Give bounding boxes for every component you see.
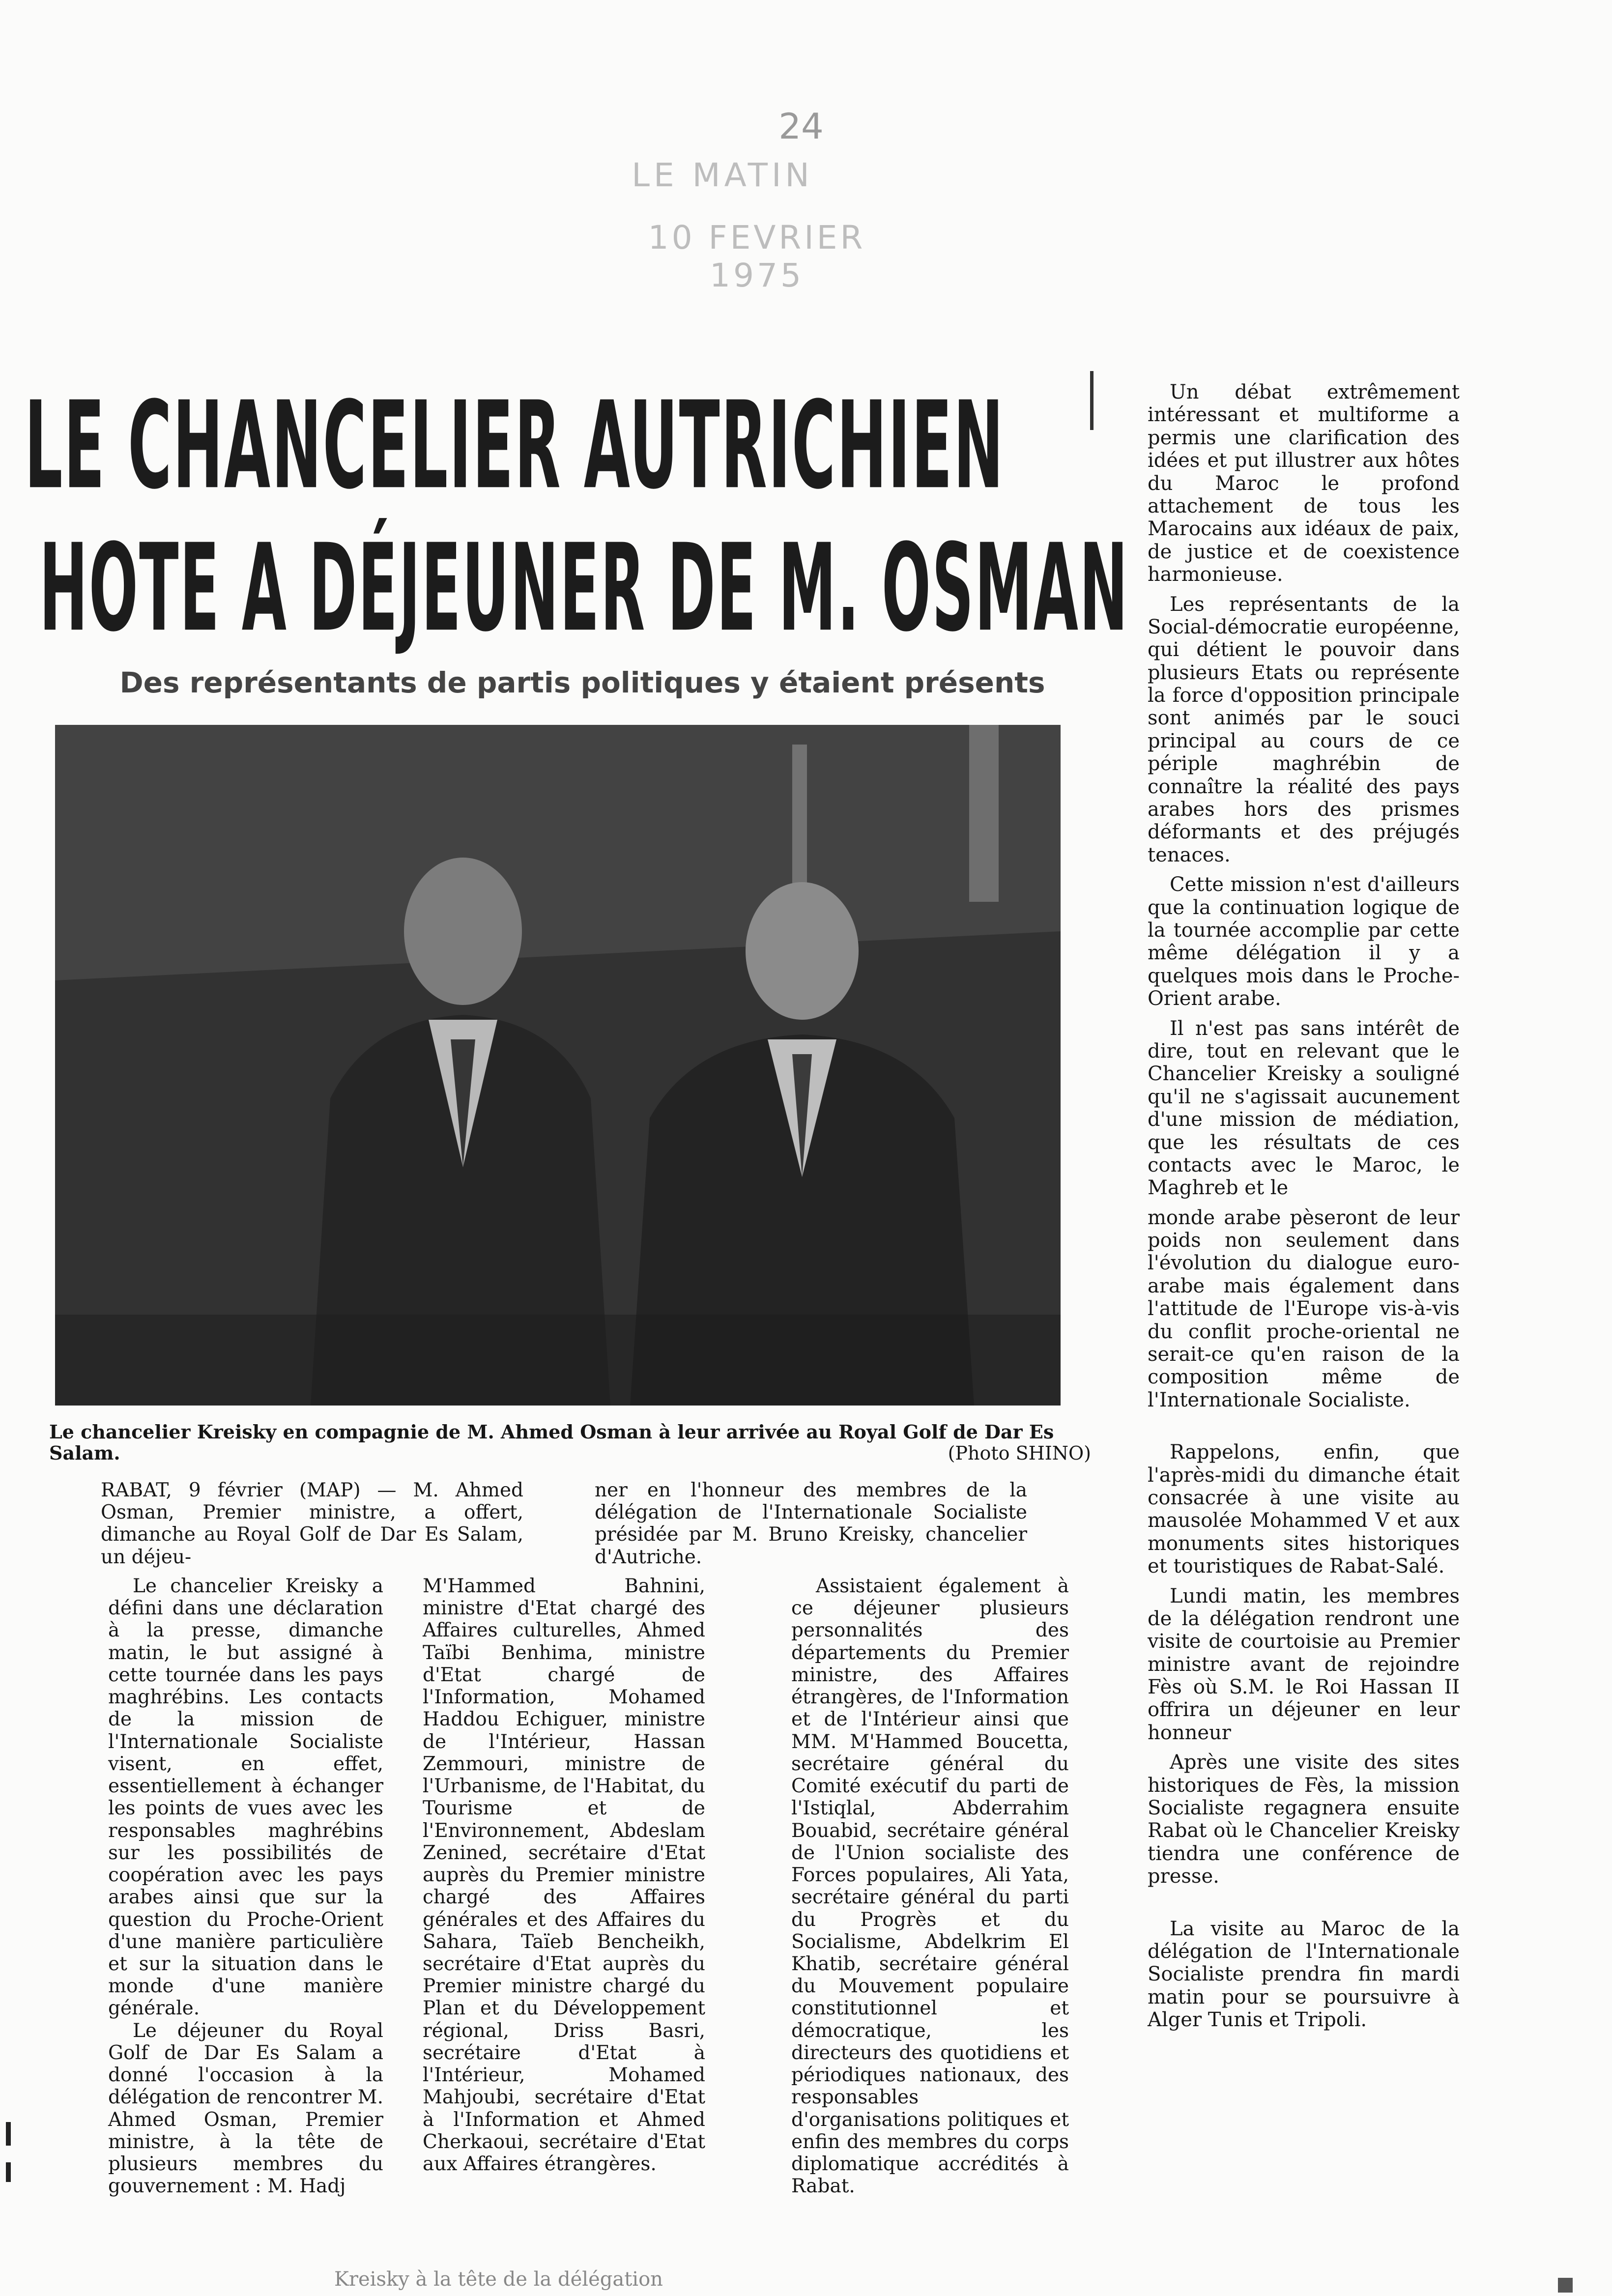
sidebar-paragraph: monde arabe pèseront de leur poids non seulement dans l'évolution du dialogue euro-arabe mais également dans l'attitude de l'Europe vis-à-vis du conflit proche-oriental ne serait-ce qu'en raison de la composition même de l'Internationale Socialiste. — [1148, 1206, 1460, 1411]
body-column-3 — [791, 1575, 1069, 2198]
sidebar-column — [1148, 381, 1460, 2038]
lead-text-left: RABAT, 9 février (MAP) — M. Ahmed Osman, Premier ministre, a offert, dimanche au Royal Golf de Dar Es Salam, un déjeu- — [101, 1479, 523, 1568]
page-number: 24 — [778, 106, 824, 147]
paragraph: Assistaient également à ce déjeuner plusieurs personnalités des départements du Premier ministre, des Affaires étrangères, de l'Information et de l'Intérieur ainsi que MM. M'Hammed Boucetta, secrétaire général du Comité exécutif du parti de l'Istiqlal, Abderrahim Bouabid, secrétaire général de l'Union socialiste des Forces populaires, Ali Yata, secrétaire général du parti du Progrès et du Socialisme, Abdelkrim El Khatib, secrétaire général du Mouvement populaire constitutionnel et démocratique, les directeurs des quotidiens et périodiques nationaux, des responsables d'organisations politiques et enfin des membres du corps diplomatique accrédités à Rabat. — [791, 1575, 1069, 2198]
scan-mark — [1558, 2278, 1573, 2293]
paragraph: M'Hammed Bahnini, ministre d'Etat chargé des Affaires culturelles, Ahmed Taïbi Benhima, ministre d'Etat chargé de l'Information, Mohamed Haddou Echiguer, ministre de l'Intérieur, Hassan Zemmouri, ministre de l'Urbanisme, de l'Habitat, du Tourisme et de l'Environnement, Abdeslam Zenined, secrétaire d'Etat auprès du Premier ministre chargé des Affaires générales et des Affaires du Sahara, Taïeb Bencheikh, secrétaire d'Etat auprès du Premier ministre chargé du Plan et du Développement régional, Driss Basri, secrétaire d'Etat à l'Intérieur, Mohamed Mahjoubi, secrétaire d'Etat à l'Information et Ahmed Cherkaoui, secrétaire d'Etat aux Affaires étrangères. — [423, 1575, 705, 2176]
paragraph: Le chancelier Kreisky a défini dans une déclaration à la presse, dimanche matin, le but assigné à cette tournée dans les pays maghrébins. Les contacts de la mission de l'Internationale Socialiste visent, en effet, essentiellement à échanger les points de vues avec les responsables maghrébins sur les possibilités de coopération avec les pays arabes ainsi que sur la question du Proche-Orient d'une manière particulière et sur la situation dans le monde d'une manière générale. — [108, 1575, 383, 2020]
column-rule — [1090, 371, 1094, 430]
sidebar-paragraph: Il n'est pas sans intérêt de dire, tout en relevant que le Chancelier Kreisky a souligné qu'il ne s'agissait aucunement d'une mission de médiation, que les résultats de ces contacts avec le Maroc, le Maghreb et le — [1148, 1017, 1460, 1200]
photo-scene — [55, 725, 1061, 1406]
sidebar-paragraph: Un débat extrêmement intéressant et multiforme a permis une clarification des idées et put illustrer aux hôtes du Maroc le profond attachement de tous les Marocains aux idéaux de paix, de justice et de coexistence harmonieuse. — [1148, 381, 1460, 586]
sidebar-paragraph: Après une visite des sites historiques de Fès, la mission Socialiste regagnera ensuite Rabat où le Chancelier Kreisky tiendra une conférence de presse. — [1148, 1751, 1460, 1888]
sidebar-paragraph: Les représentants de la Social-démocratie européenne, qui détient le pouvoir dans plusieurs Etats ou représente la force d'opposition principale sont animés par le souci principal au cours de ce périple maghrébin de connaître la réalité des pays arabes hors des prismes déformants et des préjugés tenaces. — [1148, 593, 1460, 866]
lead-paragraph-right — [595, 1479, 1027, 1568]
lead-text-right: ner en l'honneur des membres de la délégation de l'Internationale Socialiste présidée par M. Bruno Kreisky, chancelier d'Autriche. — [595, 1479, 1027, 1568]
news-photo — [55, 725, 1061, 1406]
sidebar-paragraph: Lundi matin, les membres de la délégation rendront une visite de courtoisie au Premier ministre avant de rejoindre Fès où S.M. le Roi Hassan II offrira un déjeuner en leur honneur — [1148, 1584, 1460, 1744]
photo-credit: (Photo SHINO) — [948, 1442, 1091, 1464]
body-column-1 — [108, 1575, 383, 2198]
photo-caption — [49, 1422, 1106, 1464]
footer-smudged-text: Kreisky à la tête de la délégation — [334, 2268, 663, 2291]
publication-stamp: LE MATIN — [632, 156, 813, 194]
caption-text: Le chancelier Kreisky en compagnie de M. Ahmed Osman à leur arrivée au Royal Golf de Dar Es Salam. — [49, 1421, 1054, 1464]
date-stamp: 10 FEVRIER 1975 — [648, 219, 866, 294]
headline-line-1: LE CHANCELIER AUTRICHIEN — [25, 376, 1005, 516]
headline-line-2: HOTE A DÉJEUNER DE M. OSMAN — [39, 518, 1129, 659]
sidebar-paragraph: Cette mission n'est d'ailleurs que la continuation logique de la tournée accomplie par cette même délégation il y a quelques mois dans le Proche-Orient arabe. — [1148, 873, 1460, 1010]
scan-mark — [6, 2162, 11, 2182]
scan-mark — [6, 2122, 11, 2146]
subheadline: Des représentants de partis politiques y étaient présents — [119, 666, 1045, 699]
sidebar-paragraph: La visite au Maroc de la délégation de l'Internationale Socialiste prendra fin mardi matin pour se poursuivre à Alger Tunis et Tripoli. — [1148, 1917, 1460, 2032]
paragraph: Le déjeuner du Royal Golf de Dar Es Salam a donné l'occasion à la délégation de rencontrer M. Ahmed Osman, Premier ministre, à la tête de plusieurs membres du gouvernement : M. Hadj — [108, 2019, 383, 2198]
sidebar-paragraph: Rappelons, enfin, que l'après-midi du dimanche était consacrée à une visite au mausolée Mohammed V et aux monuments sites historiques et touristiques de Rabat-Salé. — [1148, 1441, 1460, 1578]
lead-paragraph-left — [101, 1479, 523, 1568]
body-column-2 — [423, 1575, 705, 2175]
